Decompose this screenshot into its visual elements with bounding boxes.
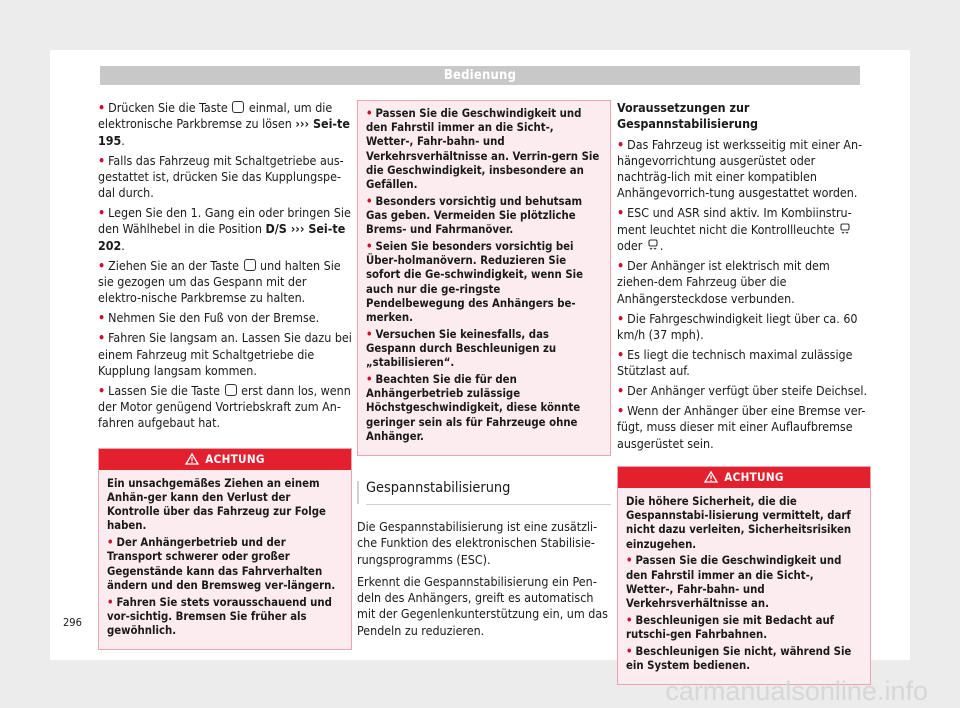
warning-item: • Versuchen Sie keinesfalls, das Gespann durch Beschleunigen zu „stabilisieren“. bbox=[366, 327, 557, 370]
bullet: • bbox=[626, 613, 633, 627]
list-item: • Die Fahrgeschwindigkeit liegt über ca. 60 km/h (37 mph). bbox=[617, 310, 858, 342]
warning-box bbox=[98, 448, 352, 650]
esc-warning-icon bbox=[839, 223, 851, 236]
warning-triangle-icon bbox=[704, 471, 718, 483]
list-item: • Der Anhänger ist elektrisch mit dem ziehen-dem Fahrzeug über die Anhängersteckdose verbunden. bbox=[617, 258, 830, 306]
bullet: • bbox=[98, 330, 106, 346]
list-item: • Drücken Sie die Taste einmal, um die elektronische Parkbremse zu lösen ››› Sei-te 195. bbox=[98, 100, 350, 148]
parking-brake-icon bbox=[232, 101, 244, 113]
list-item: • Nehmen Sie den Fuß von der Bremse. bbox=[98, 310, 320, 326]
list-item: • Wenn der Anhänger über eine Bremse ver-fügt, muss dieser mit einer Auflaufbremse ausgerüstet sein. bbox=[617, 403, 866, 451]
page-number: 296 bbox=[63, 616, 82, 629]
bullet: • bbox=[617, 258, 625, 274]
bullet: • bbox=[98, 310, 106, 326]
warning-item: • Der Anhängerbetrieb und der Transport schwerer oder großer Gegenstände kann das Fahrverhalten ändern und den Bremsweg ver-längern. bbox=[107, 536, 336, 592]
list-item: • Das Fahrzeug ist werksseitig mit einer An-hängevorrichtung ausgerüstet oder nachträg-lich mit einer kompatiblen Anhängevorrich-tung ausgestattet worden. bbox=[617, 136, 863, 201]
bullet: • bbox=[366, 240, 373, 254]
list-item: • Fahren Sie langsam an. Lassen Sie dazu bei einem Fahrzeug mit Schaltgetriebe die Kupplung langsam kommen. bbox=[98, 330, 352, 378]
bullet: • bbox=[366, 194, 373, 208]
list-item: • ESC und ASR sind aktiv. Im Kombiinstru-ment leuchtet nicht die Kontrollleuchte oder . bbox=[617, 205, 852, 254]
bullet: • bbox=[98, 205, 106, 221]
bullet: • bbox=[366, 327, 373, 341]
paragraph: Erkennt die Gespannstabilisierung ein Pen-deln des Anhängers, greift es automatisch mit der Gegenlenkunterstützung ein, um das Pendeln zu reduzieren. bbox=[357, 573, 608, 638]
bullet: • bbox=[617, 383, 625, 399]
list-item: • Lassen Sie die Taste erst dann los, wenn der Motor genügend Vortriebskraft zum An-fahren aufgebaut hat. bbox=[98, 382, 351, 431]
list-item: • Der Anhänger verfügt über steife Deichsel. bbox=[617, 383, 868, 399]
list-item: • Legen Sie den 1. Gang ein oder bringen Sie den Wählhebel in die Position D/S ››› Sei-te 202. bbox=[98, 205, 351, 253]
bullet: • bbox=[617, 310, 625, 326]
page-header: Bedienung bbox=[100, 66, 860, 85]
bullet: • bbox=[107, 536, 114, 550]
bullet: • bbox=[366, 373, 373, 387]
page-reference: ››› bbox=[295, 116, 310, 132]
warning-item: • Passen Sie die Geschwindigkeit und den Fahrstil immer an die Sicht-, Wetter-, Fahr-bahn- und Verkehrsverhältnisse an. bbox=[626, 554, 842, 611]
bullet: • bbox=[98, 100, 106, 115]
list-item: • Ziehen Sie an der Taste und halten Sie sie gezogen um das Gespann mit der elektro-nische Parkbremse zu halten. bbox=[98, 257, 341, 306]
bullet: • bbox=[617, 205, 625, 221]
warning-header: ACHTUNG bbox=[618, 467, 870, 488]
warning-item: • Seien Sie besonders vorsichtig bei Über-holmanövern. Reduzieren Sie sofort die Ge-schwindigkeit, wenn Sie auch nur die ge-ringste Pendelbewegung des Anhängers be-merken. bbox=[366, 240, 584, 325]
warning-item: • Besonders vorsichtig und behutsam Gas geben. Vermeiden Sie plötzliche Brems- und Fahrmanöver. bbox=[366, 194, 583, 237]
bullet: • bbox=[626, 554, 633, 568]
list-item: • Es liegt die technisch maximal zulässige Stützlast auf. bbox=[617, 346, 853, 379]
parking-brake-icon bbox=[225, 384, 237, 396]
page-reference: ››› Sei-te 202 bbox=[98, 221, 346, 253]
warning-triangle-icon bbox=[185, 453, 199, 465]
column-1 bbox=[98, 100, 352, 650]
warning-box-continued bbox=[357, 100, 611, 456]
bullet: • bbox=[617, 346, 625, 362]
warning-item: • Beschleunigen sie mit Bedacht auf rutschi-gen Fahrbahnen. bbox=[626, 613, 835, 642]
warning-intro: Ein unsachgemäßes Ziehen an einem Anhän-ger kann den Verlust der Kontrolle über das Fahrzeug zur Folge haben. bbox=[107, 476, 326, 533]
bullet: • bbox=[626, 644, 633, 658]
warning-box bbox=[617, 466, 871, 685]
subsection-heading: Voraussetzungen zur Gespannstabilisierung bbox=[617, 100, 759, 132]
paragraph: Die Gespannstabilisierung ist eine zusätzli-che Funktion des elektronischen Stabilisie-rungsprogramms (ESC). bbox=[357, 518, 598, 567]
warning-item: • Fahren Sie stets vorausschauend und vor-sichtig. Bremsen Sie früher als gewöhnlich. bbox=[107, 595, 332, 637]
warning-intro: Die höhere Sicherheit, die die Gespannstabi-lisierung vermittelt, darf nicht dazu verleiten, Sicherheitsrisiken einzugehen. bbox=[626, 495, 852, 551]
watermark: carmanualsonline.info bbox=[665, 676, 928, 706]
esc-off-icon bbox=[647, 239, 659, 252]
warning-item: • Passen Sie die Geschwindigkeit und den Fahrstil immer an die Sicht-, Wetter-, Fahr-bahn- und Verkehrsverhältnisse an. Verrin-gern Sie die Geschwindigkeit, insbesondere an Gefällen. bbox=[366, 107, 600, 192]
warning-item: • Beachten Sie die für den Anhängerbetrieb zulässige Höchstgeschwindigkeit, diese könnte geringer sein als für Fahrzeuge ohne Anhänger. bbox=[366, 373, 581, 443]
bullet: • bbox=[617, 136, 625, 152]
bullet: • bbox=[107, 595, 114, 609]
bullet: • bbox=[98, 152, 106, 168]
list-item: • Falls das Fahrzeug mit Schaltgetriebe aus-gestattet ist, drücken Sie das Kupplungspe-dal durch. bbox=[98, 152, 344, 201]
bullet: • bbox=[617, 403, 625, 419]
warning-item: • Beschleunigen Sie nicht, während Sie ein System bedienen. bbox=[626, 644, 852, 673]
warning-header: ACHTUNG bbox=[99, 449, 351, 470]
parking-brake-icon bbox=[244, 259, 256, 271]
section-title: Gespannstabilisierung bbox=[366, 480, 611, 505]
column-3 bbox=[617, 100, 871, 685]
bullet: • bbox=[98, 257, 106, 273]
column-2 bbox=[357, 100, 611, 639]
bullet: • bbox=[366, 107, 373, 120]
bullet: • bbox=[98, 382, 106, 398]
